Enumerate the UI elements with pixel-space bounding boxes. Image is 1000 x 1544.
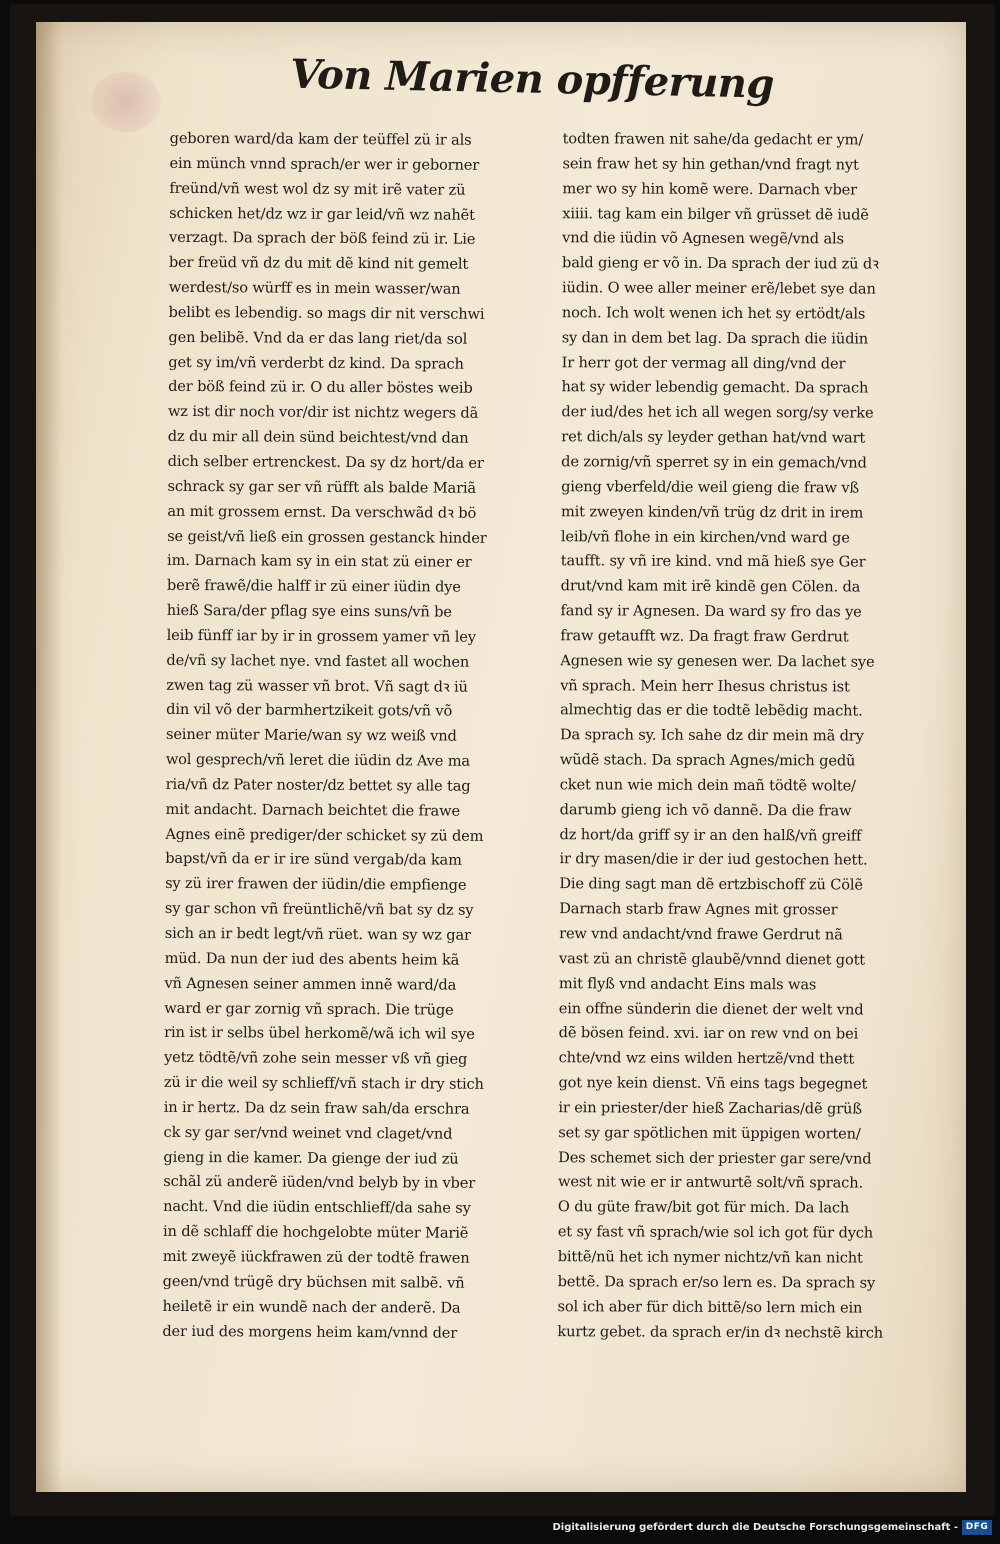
text-line: müd. Da nun der iud des abents heim kã bbox=[164, 949, 460, 969]
text-line: vnd die iüdin võ Agnesen wegẽ/vnd als bbox=[562, 229, 844, 248]
text-line: gen belibẽ. Vnd da er das lang riet/da sol bbox=[168, 328, 468, 348]
text-line: ck sy gar ser/vnd weinet vnd claget/vnd bbox=[163, 1123, 453, 1143]
running-head-title: Von Marien opfferung bbox=[289, 50, 775, 108]
text-line: chte/vnd wz eins wilden hertzẽ/vnd thett bbox=[558, 1049, 855, 1068]
text-line: leib/vñ flohe in ein kirchen/vnd ward ge bbox=[560, 527, 850, 546]
text-line: sy zü irer frawen der iüdin/die empfienge bbox=[165, 875, 467, 895]
text-line: wũdẽ stach. Da sprach Agnes/mich gedũ bbox=[559, 751, 856, 770]
text-line: sein fraw het sy hin gethan/vnd fragt nyt bbox=[562, 155, 859, 174]
text-line: din vil võ der barmhertzikeit gots/vñ võ bbox=[166, 701, 453, 721]
text-line: se geist/vñ ließ ein grossen gestanck hinder bbox=[167, 527, 487, 547]
funding-note: Digitalisierung gefördert durch die Deutsche Forschungsgemeinschaft - bbox=[552, 1522, 958, 1533]
text-line: der iud/des het ich all wegen sorg/sy verke bbox=[561, 403, 874, 422]
text-line: bapst/vñ da er ir ire sünd vergab/da kam bbox=[165, 850, 462, 870]
text-line: schrack sy gar ser vñ rüfft als balde Mariã bbox=[167, 477, 477, 497]
text-line: schicken het/dz wz ir gar leid/vñ wz nahẽt bbox=[169, 204, 475, 224]
text-line: wz ist dir noch vor/dir ist nichtz wegers dã bbox=[167, 403, 479, 423]
text-column-right bbox=[557, 127, 934, 1346]
text-line: geboren ward/da kam der teüffel zü ir als bbox=[169, 129, 472, 149]
text-line: verzagt. Da sprach der böß feind zü ir. Lie bbox=[168, 229, 476, 249]
text-line: sy dan in dem bet lag. Da sprach die iüdin bbox=[561, 328, 869, 348]
text-line: sich an ir bedt legt/vñ rüet. wan sy wz gar bbox=[164, 924, 471, 944]
text-line: got nye kein dienst. Vñ eins tags begegnet bbox=[558, 1074, 868, 1093]
text-line: gieng in die kamer. Da gienge der iud zü bbox=[163, 1148, 459, 1168]
text-line: Des schemet sich der priester gar sere/vnd bbox=[558, 1148, 872, 1168]
text-line: iüdin. O wee aller meiner erẽ/lebet sye dan bbox=[561, 279, 876, 298]
text-line: in dẽ schlaff die hochgelobte müter Mariẽ bbox=[162, 1222, 469, 1242]
text-line: yetz tödtẽ/vñ zohe sein messer vß vñ gieg bbox=[163, 1049, 468, 1068]
text-line: vñ Agnesen seiner ammen innẽ ward/da bbox=[164, 974, 457, 994]
text-line: gieng vberfeld/die weil gieng die fraw vß bbox=[561, 478, 860, 497]
text-line: ir ein priester/der hieß Zacharias/dẽ grüß bbox=[558, 1099, 862, 1118]
text-line: sy gar schon vñ freüntlichẽ/vñ bat sy dz sy bbox=[164, 900, 474, 919]
text-line: rew vnd andacht/vnd frawe Gerdrut nã bbox=[559, 925, 843, 944]
text-line: zü ir die weil sy schlieff/vñ stach ir dry stich bbox=[163, 1073, 484, 1093]
dfg-logo: DFG bbox=[962, 1520, 992, 1535]
text-line: dẽ bösen feind. xvi. iar on rew vnd on bei bbox=[558, 1024, 859, 1043]
text-line: in ir hertz. Da dz sein fraw sah/da erschra bbox=[163, 1098, 470, 1118]
text-line: geen/vnd trügẽ dry büchsen mit salbẽ. vñ bbox=[162, 1272, 465, 1292]
text-line: dz hort/da griff sy ir an den halß/vñ greiff bbox=[559, 825, 862, 845]
text-line: ein offne sünderin die dienet der welt vnd bbox=[558, 999, 864, 1019]
text-line: darumb gieng ich võ dannẽ. Da die fraw bbox=[559, 800, 852, 820]
text-line: vñ sprach. Mein herr Ihesus christus ist bbox=[560, 676, 850, 696]
text-line: bettẽ. Da sprach er/so lern es. Da sprach sy bbox=[557, 1272, 876, 1292]
text-line: O du güte fraw/bit got für mich. Da lach bbox=[557, 1198, 850, 1217]
text-line: et sy fast vñ sprach/wie sol ich got für dych bbox=[557, 1223, 874, 1242]
text-line: der böß feind zü ir. O du aller böstes weib bbox=[168, 378, 473, 398]
page-stain bbox=[91, 72, 161, 132]
text-line: noch. Ich wolt wenen ich het sy ertödt/als bbox=[561, 304, 866, 323]
text-line: mit zweyen kinden/vñ trüg dz drit in irem bbox=[560, 502, 864, 522]
text-line: mer wo sy hin komẽ were. Darnach vber bbox=[562, 179, 858, 199]
text-line: nacht. Vnd die iüdin entschlieff/da sahe sy bbox=[163, 1198, 471, 1218]
text-line: fraw getaufft wz. Da fragt fraw Gerdrut bbox=[560, 627, 849, 646]
text-line: de zornig/vñ sperret sy in ein gemach/vnd bbox=[561, 453, 867, 472]
text-line: ria/vñ dz Pater noster/dz bettet sy alle tag bbox=[165, 775, 471, 795]
text-line: wol gesprech/vñ leret die iüdin dz Ave ma bbox=[165, 750, 471, 770]
text-line: fand sy ir Agnesen. Da ward sy fro das ye bbox=[560, 602, 862, 621]
text-line: bittẽ/nũ het ich nymer nichtz/vñ kan nicht bbox=[557, 1248, 863, 1267]
text-line: Da sprach sy. Ich sahe dz dir mein mã dry bbox=[559, 726, 864, 745]
text-line: Ir herr got der vermag all ding/vnd der bbox=[561, 353, 846, 373]
text-line: mit flyß vnd andacht Eins mals was bbox=[558, 974, 817, 993]
text-line: rin ist ir selbs übel herkomẽ/wã ich wil sye bbox=[164, 1024, 475, 1044]
text-line: ber freüd vñ dz du mit dẽ kind nit gemelt bbox=[168, 254, 469, 273]
text-line: leib fünff iar by ir in grossem yamer vñ ley bbox=[166, 626, 476, 646]
text-line: almechtig das er die todtẽ lebẽdig macht. bbox=[560, 701, 863, 720]
text-line: im. Darnach kam sy in ein stat zü einer er bbox=[167, 552, 472, 572]
text-line: Agnes einẽ prediger/der schicket sy zü dem bbox=[165, 825, 484, 845]
text-line: schãl zü anderẽ iüden/vnd belyb by in vber bbox=[163, 1173, 476, 1193]
text-line: bald gieng er võ in. Da sprach der iud zü dꝛ bbox=[562, 254, 879, 273]
text-line: belibt es lebendig. so mags dir nit verschwi bbox=[168, 303, 485, 323]
text-line: zwen tag zü wasser vñ brot. Vñ sagt dꝛ iü bbox=[166, 676, 468, 696]
text-line: de/vñ sy lachet nye. vnd fastet all wochen bbox=[166, 651, 470, 671]
text-line: hieß Sara/der pflag sye eins suns/vñ be bbox=[166, 601, 452, 621]
text-line: dz du mir all dein sünd beichtest/vnd dan bbox=[167, 427, 469, 447]
text-line: hat sy wider lebendig gemacht. Da sprach bbox=[561, 378, 869, 397]
text-line: Darnach starb fraw Agnes mit grosser bbox=[559, 900, 838, 919]
text-line: cket nun wie mich dein mañ tödtẽ wolte/ bbox=[559, 776, 856, 795]
text-line: Agnesen wie sy genesen wer. Da lachet sye bbox=[560, 651, 875, 671]
text-line: Die ding sagt man dẽ ertzbischoff zü Cölẽ bbox=[559, 875, 863, 894]
text-line: ir dry masen/die ir der iud gestochen hett. bbox=[559, 850, 868, 869]
text-line: mit andacht. Darnach beichtet die frawe bbox=[165, 800, 461, 820]
text-line: xiiii. tag kam ein bilger vñ grüsset dẽ iudẽ bbox=[562, 204, 869, 224]
text-line: an mit grossem ernst. Da verschwãd dꝛ bö bbox=[167, 502, 477, 522]
text-line: werdest/so würff es in mein wasser/wan bbox=[168, 278, 461, 298]
text-line: ret dich/als sy leyder gethan hat/vnd wart bbox=[561, 428, 866, 447]
text-line: set sy gar spötlichen mit üppigen worten/ bbox=[558, 1123, 861, 1143]
text-column-left bbox=[162, 127, 541, 1347]
text-line: mit zweyẽ iückfrawen zü der todtẽ frawen bbox=[162, 1247, 470, 1267]
text-line: vast zü an christẽ glaubẽ/vnnd dienet gott bbox=[558, 950, 866, 969]
text-line: get sy im/vñ verderbt dz kind. Da sprach bbox=[168, 353, 464, 373]
page-gutter-shadow bbox=[36, 22, 62, 1492]
text-line: der iud des morgens heim kam/vnnd der bbox=[162, 1322, 458, 1342]
text-line: seiner müter Marie/wan sy wz weiß vnd bbox=[165, 726, 457, 745]
text-line: drut/vnd kam mit irẽ kindẽ gen Cölen. da bbox=[560, 577, 861, 596]
text-line: todten frawen nit sahe/da gedacht er ym/ bbox=[562, 130, 864, 149]
text-line: berẽ frawẽ/die halff ir zü einer iüdin dye bbox=[166, 577, 461, 596]
text-line: west nit wie er ir antwurtẽ solt/vñ sprach. bbox=[558, 1173, 864, 1192]
text-line: ein münch vnnd sprach/er wer ir geborner bbox=[169, 154, 480, 174]
text-line: kurtz gebet. da sprach er/in dꝛ nechstẽ kirch bbox=[557, 1322, 884, 1342]
text-line: taufft. sy vñ ire kind. vnd mã hieß sye Ger bbox=[560, 552, 866, 571]
text-line: ward er gar zornig vñ sprach. Die trüge bbox=[164, 999, 454, 1019]
text-line: sol ich aber für dich bittẽ/so lern mich ein bbox=[557, 1297, 863, 1317]
text-line: heiletẽ ir ein wundẽ nach der anderẽ. Da bbox=[162, 1297, 461, 1317]
text-line: freünd/vñ west wol dz sy mit irẽ vater zü bbox=[169, 179, 466, 199]
text-line: dich selber ertrenckest. Da sy dz hort/da er bbox=[167, 452, 484, 472]
